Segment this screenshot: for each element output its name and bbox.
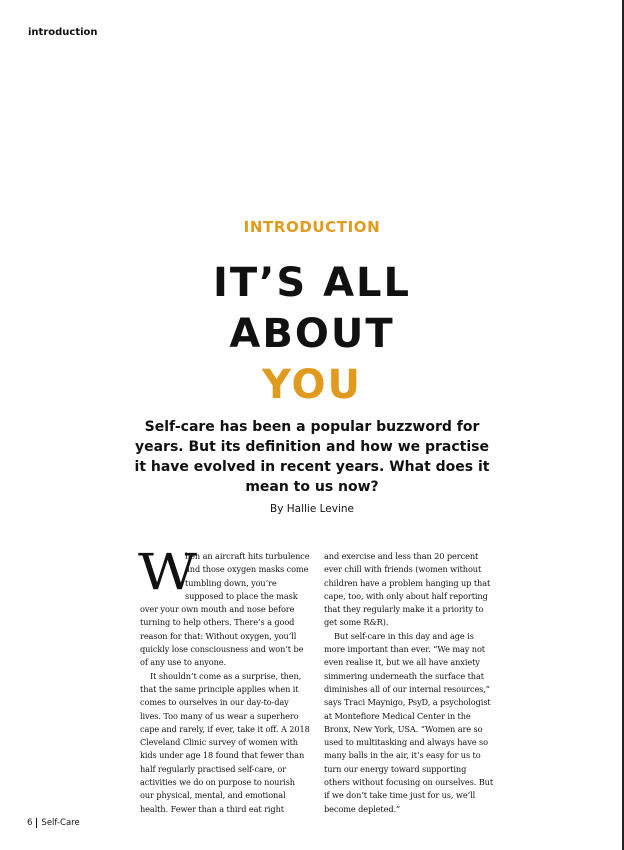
- running-head: introduction: [28, 27, 98, 38]
- article-body: [138, 543, 494, 816]
- body-paragraph: and exercise and less than 20 percent ever chill with friends (women without children have a problem hanging up that cape, too, with only about half reporting that they regularly make it a priority to get some R&R).: [324, 551, 491, 628]
- body-paragraph: But self-care in this day and age is more important than ever. “We may not even realise it, but we all have anxiety simmering underneath the surface that diminishes all of our internal resources,” says Traci Maynigo, PsyD, a psychologist at Montefiore Medical Center in the Bronx, New York, USA. “Women are so used to multitasking and always have so many balls in the air, it’s easy for us to turn our energy toward supporting others without focusing on ourselves. But if we don’t take time just for us, we’ll become depleted.”: [324, 630, 494, 814]
- drop-cap: W: [138, 543, 197, 601]
- headline-line-1: IT’S ALL: [212, 260, 412, 306]
- standfirst: Self-care has been a popular buzzword for years. But its definition and how we practise it have evolved in recent years. What does it mean to us now?: [134, 419, 490, 495]
- section-name: Self-Care: [41, 818, 80, 828]
- headline-line-3: YOU: [261, 362, 363, 408]
- headline-line-2: ABOUT: [229, 311, 395, 357]
- folio: [27, 818, 80, 828]
- headline: [0, 258, 624, 411]
- folio-divider: [36, 818, 37, 828]
- byline: By Hallie Levine: [269, 503, 354, 515]
- page-number: 6: [27, 818, 33, 828]
- body-paragraph: It shouldn’t come as a surprise, then, that the same principle applies when it comes to ourselves in our day-to-day lives. Too many of us wear a superhero cape and rarely, if ever, take it off. A 2018 Cleveland Clinic survey of women with kids under age 18 found that fewer than half regularly practised self-care, or activities we do on purpose to nourish our physical, mental, and emotional health. Fewer than a third eat right: [140, 670, 310, 814]
- body-paragraph: [138, 543, 310, 670]
- body-column-1: [138, 543, 310, 816]
- paragraph-text: hen an aircraft hits turbulence and those oxygen masks come tumbling down, you’re supposed to place the mask over your own mouth and nose before turning to help others. There’s a good reason for that: Without oxygen, you’ll quickly lose consciousness and won’t be of any use to anyone.: [140, 551, 310, 668]
- body-column-2: [324, 550, 494, 816]
- section-kicker: INTRODUCTION: [243, 218, 381, 236]
